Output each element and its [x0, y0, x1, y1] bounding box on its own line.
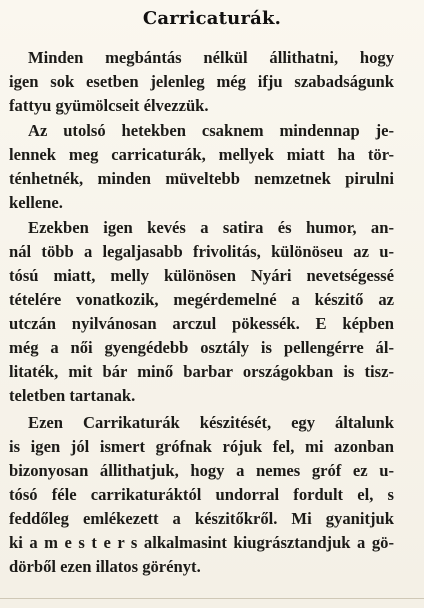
text-line: igen sok esetben jelenleg még ifju szabadságunk	[9, 72, 394, 91]
text-line: Ezen Carrikaturák készitését, egy általunk	[28, 413, 394, 432]
text-line: feddőleg emlékezett a készitőkről. Mi gyanitjuk	[9, 509, 394, 528]
text-line: is igen jól ismert grófnak rójuk fel, mi azonban	[9, 437, 394, 456]
article-title: Carricaturák.	[142, 8, 282, 29]
text-line: lennek meg carricaturák, mellyek miatt ha tör-	[9, 145, 394, 164]
text-line: Ezekben igen kevés a satira és humor, an-	[28, 218, 394, 237]
text-line: Az utolsó hetekben csaknem mindennap je-	[28, 121, 394, 140]
text-line: bizonyosan állithatjuk, hogy a nemes gróf ez u-	[9, 461, 394, 480]
bottom-divider	[0, 598, 424, 599]
text-line: litaték, mit bár minő barbar országokban is tisz-	[9, 362, 394, 381]
text-line: kellene.	[9, 193, 63, 212]
text-line: tósó féle carrikaturáktól undorral fordult el, s	[9, 485, 394, 504]
text-line: még a női gyengédebb osztály is pellengérre ál-	[9, 338, 394, 357]
text-line: teletben tartanak.	[9, 386, 136, 405]
text-line: ki a m e s t e r s alkalmasint kiugrásztandjuk a gö-	[9, 533, 394, 552]
text-line: fattyu gyümölcseit élvezzük.	[9, 96, 209, 115]
text-line: tételére vonatkozik, megérdemelné a készitő az	[9, 290, 394, 309]
text-line: tósú miatt, melly különösen Nyári nevetségessé	[9, 266, 394, 285]
text-line: utczán nyilvánosan arczul pökessék. E képben	[9, 314, 394, 333]
text-line: nál több a legaljasabb frivolitás, különöseu az u-	[9, 242, 394, 261]
text-line: Minden megbántás nélkül állithatni, hogy	[28, 48, 394, 67]
text-line: ténhetnék, minden müveltebb nemzetnek pirulni	[9, 169, 394, 188]
text-line: dörből ezen illatos görényt.	[9, 557, 201, 576]
